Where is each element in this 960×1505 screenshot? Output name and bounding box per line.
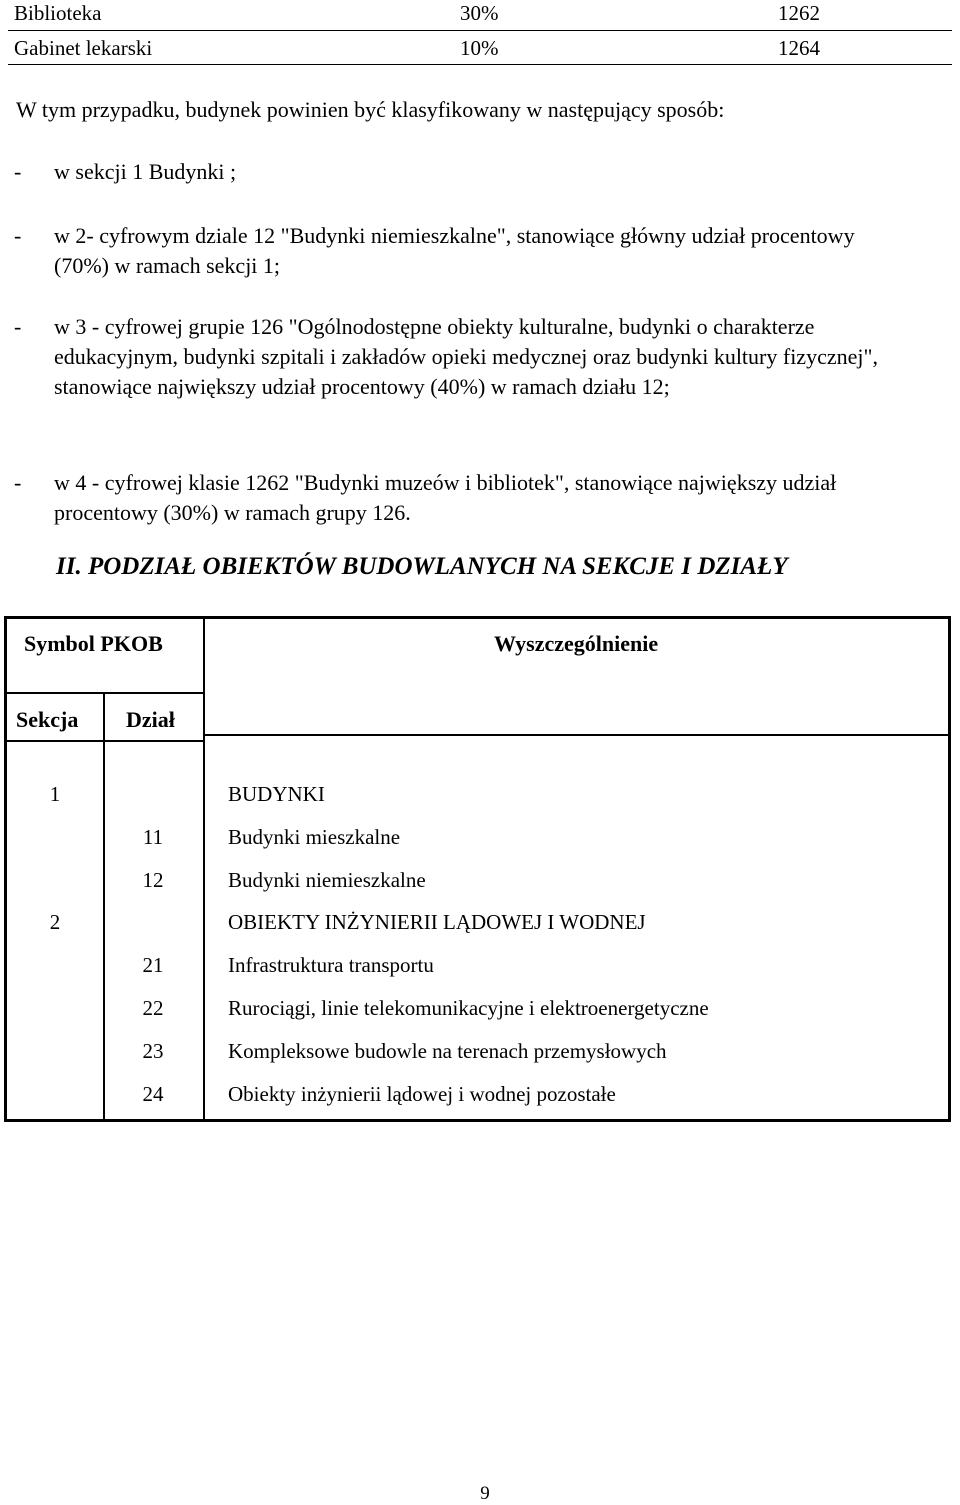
table-cell-dzial: 11 xyxy=(142,825,164,849)
header-divider xyxy=(203,734,951,736)
top-row-code: 1262 xyxy=(778,1,820,25)
header-description: Wyszczególnienie xyxy=(494,631,659,656)
table-cell-desc: Infrastruktura transportu xyxy=(228,953,434,977)
top-row-code: 1264 xyxy=(778,36,820,60)
table-cell-desc: BUDYNKI xyxy=(228,782,325,806)
row-divider xyxy=(8,64,952,65)
top-row-name: Gabinet lekarski xyxy=(14,36,153,60)
table-cell-dzial: 24 xyxy=(142,1082,164,1106)
table-cell-desc: Kompleksowe budowle na terenach przemysłowych xyxy=(228,1039,667,1063)
page-number: 9 xyxy=(480,1483,490,1504)
list-item: w 2- cyfrowym dziale 12 "Budynki niemieszkalne", stanowiące główny udział procentowy (70%) w ramach sekcji 1; xyxy=(54,223,855,278)
column-divider xyxy=(203,616,205,1122)
list-item: w 4 - cyfrowej klasie 1262 "Budynki muzeów i bibliotek", stanowiące największy udział procentowy (30%) w ramach grupy 126. xyxy=(54,470,837,525)
list-dash: - xyxy=(14,223,22,248)
list-dash: - xyxy=(14,314,22,339)
row-divider xyxy=(8,30,952,31)
top-row-percent: 10% xyxy=(460,36,499,60)
header-divider xyxy=(4,692,203,694)
list-dash: - xyxy=(14,159,22,184)
table-cell-sekcja: 2 xyxy=(49,910,61,934)
table-cell-dzial: 22 xyxy=(142,996,164,1020)
column-divider xyxy=(103,692,105,1122)
list-item: w 3 - cyfrowej grupie 126 "Ogólnodostępne obiekty kulturalne, budynki o charakterze edukacyjnym, budynki szpitali i zakładów opieki medycznej oraz budynki kultury fizycznej", stanowiące największy udział procentowy (40%) w ramach działu 12; xyxy=(54,314,878,399)
top-row-percent: 30% xyxy=(460,1,499,25)
table-cell-dzial: 21 xyxy=(142,953,164,977)
list-dash: - xyxy=(14,470,22,495)
header-dzial: Dział xyxy=(126,707,175,732)
table-cell-desc: Obiekty inżynierii lądowej i wodnej pozostałe xyxy=(228,1082,616,1106)
header-sekcja: Sekcja xyxy=(16,707,79,732)
intro-paragraph: W tym przypadku, budynek powinien być klasyfikowany w następujący sposób: xyxy=(16,97,725,122)
header-symbol-pkob: Symbol PKOB xyxy=(24,631,163,656)
table-cell-sekcja: 1 xyxy=(49,782,61,806)
table-cell-dzial: 23 xyxy=(142,1039,164,1063)
table-cell-desc: Rurociągi, linie telekomunikacyjne i elektroenergetyczne xyxy=(228,996,709,1020)
list-item: w sekcji 1 Budynki ; xyxy=(54,159,237,184)
table-cell-desc: OBIEKTY INŻYNIERII LĄDOWEJ I WODNEJ xyxy=(228,910,646,934)
section-heading: II. PODZIAŁ OBIEKTÓW BUDOWLANYCH NA SEKCJE I DZIAŁY xyxy=(56,553,788,580)
table-cell-desc: Budynki mieszkalne xyxy=(228,825,401,849)
table-cell-desc: Budynki niemieszkalne xyxy=(228,868,426,892)
table-cell-dzial: 12 xyxy=(142,868,164,892)
header-divider xyxy=(4,740,203,742)
top-row-name: Biblioteka xyxy=(14,1,102,25)
